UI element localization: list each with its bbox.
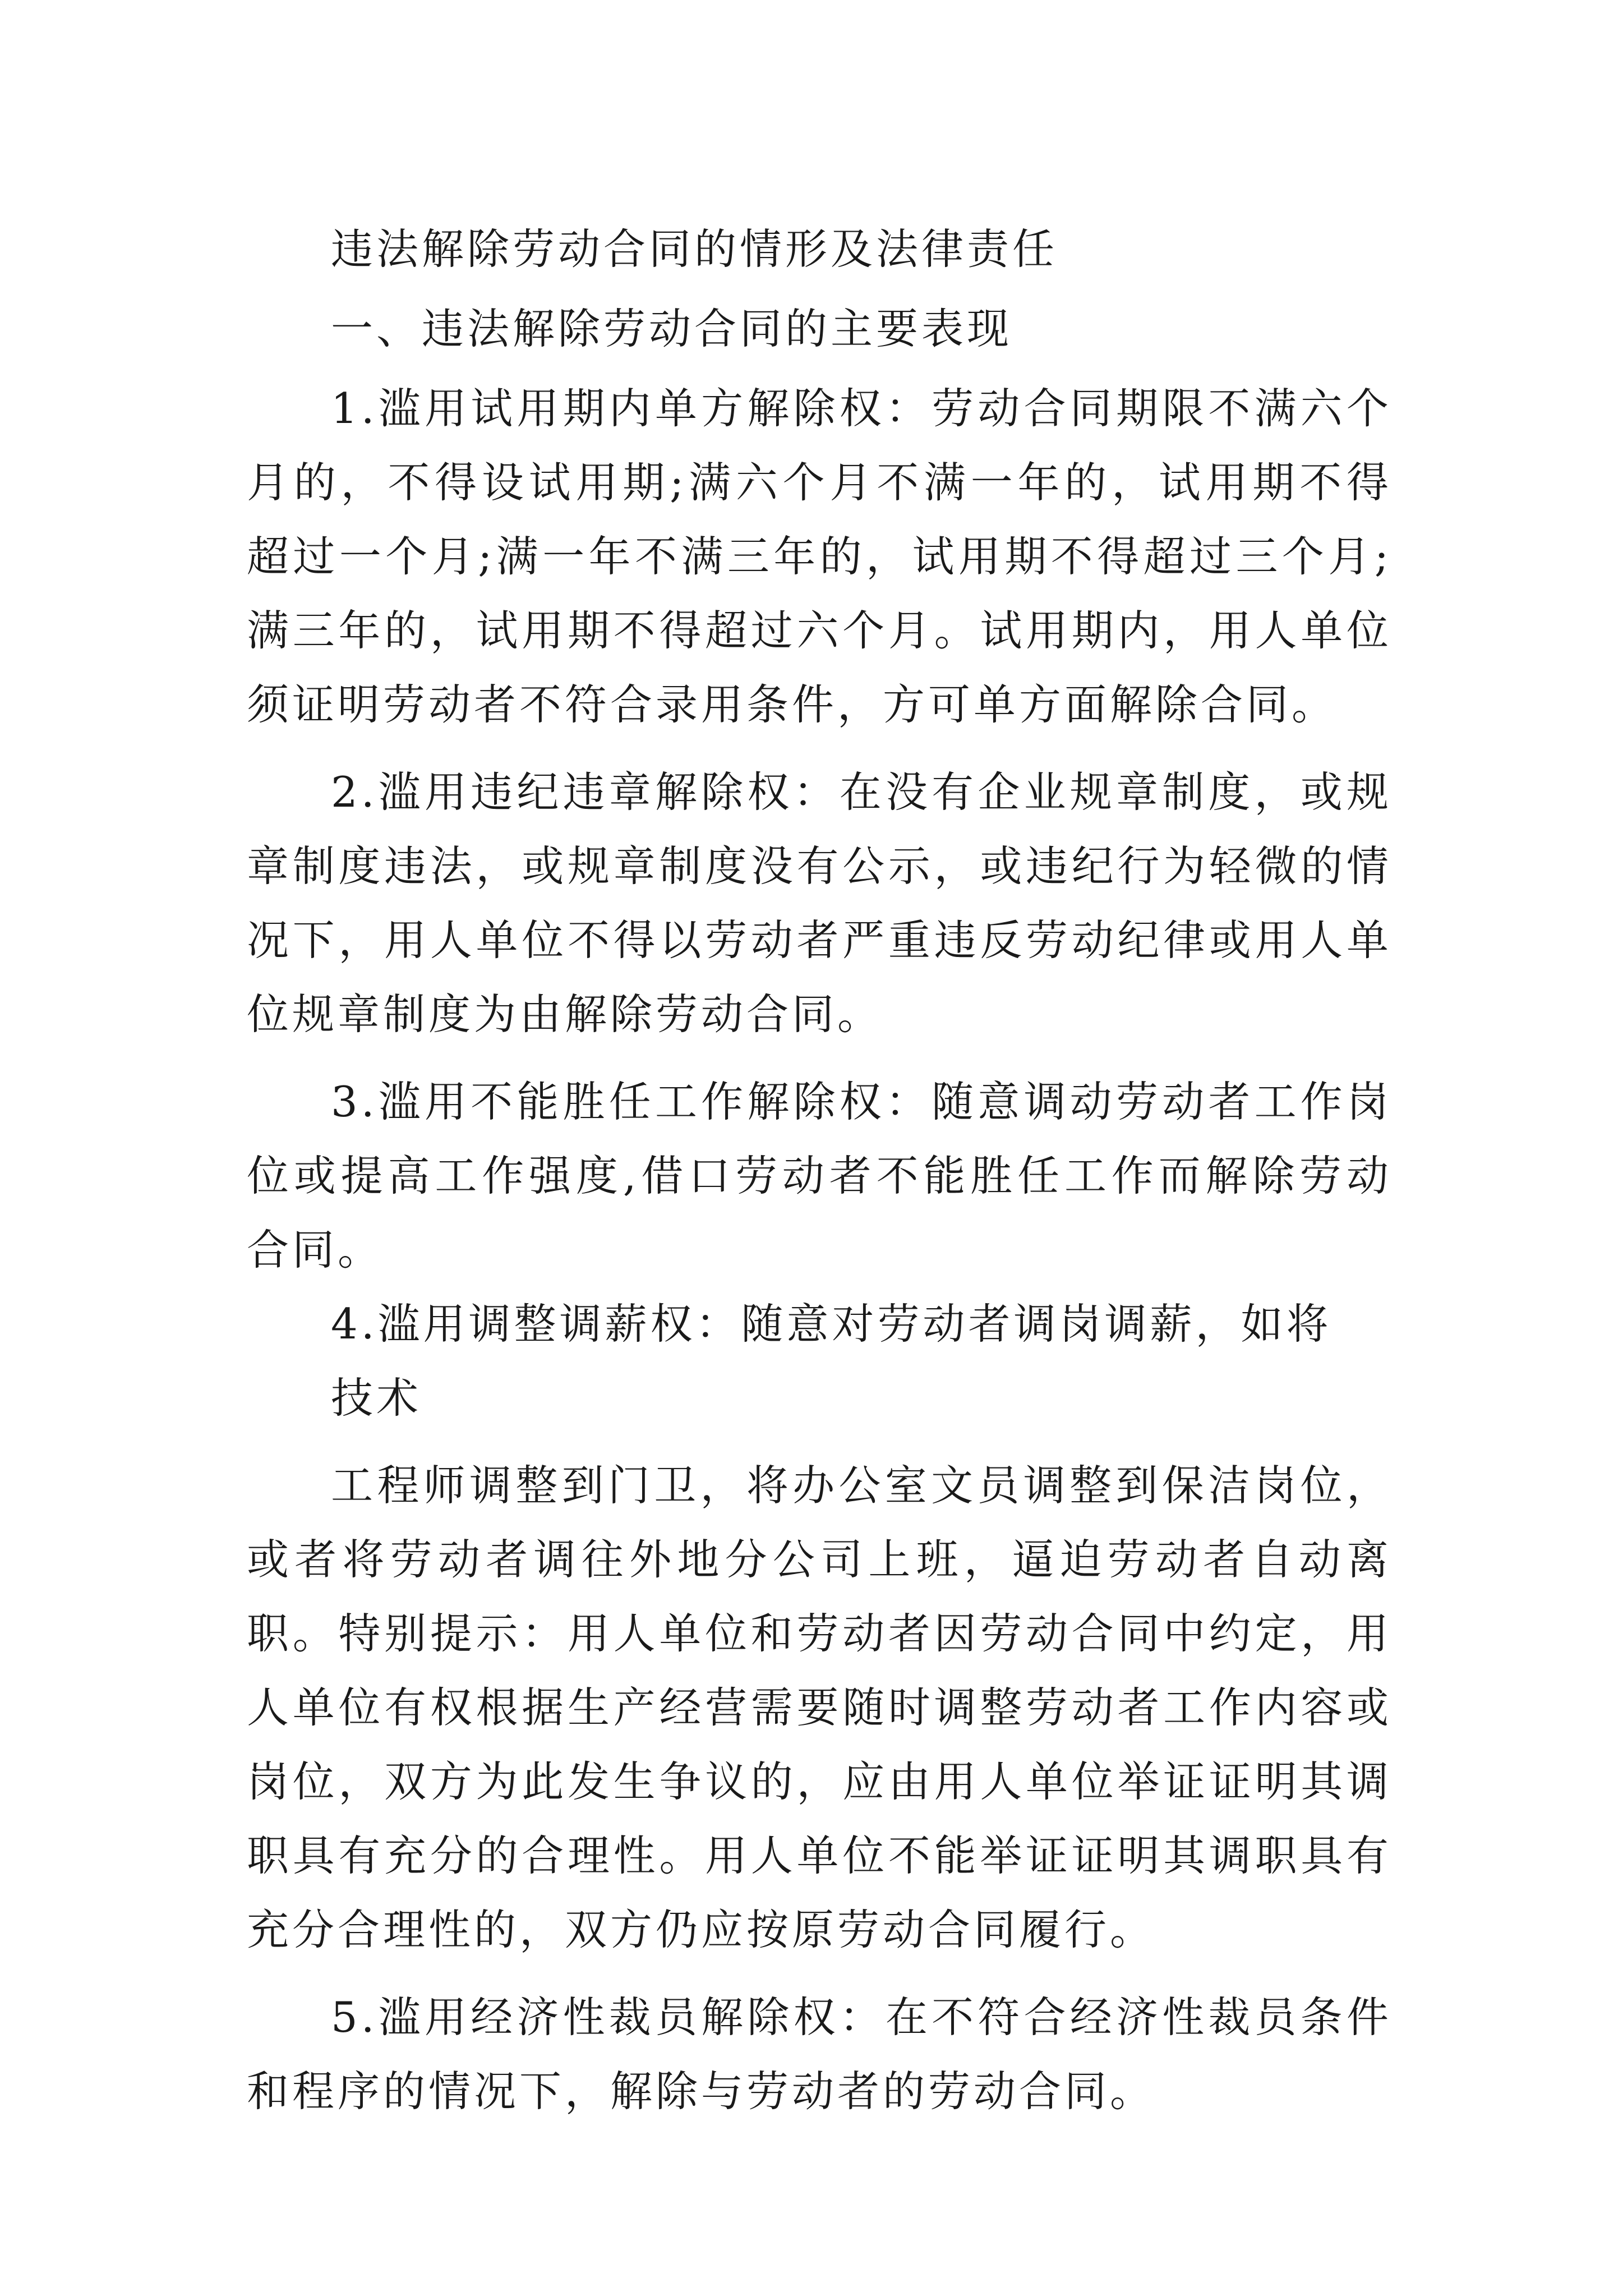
document-body [247,212,1392,2128]
paragraph-item-3: 3.滥用不能胜任工作解除权：随意调动劳动者工作岗位或提高工作强度,借口劳动者不能胜任工作而解除劳动合同。 [247,1077,1392,1274]
paragraph-item-4: 4.滥用调整调薪权：随意对劳动者调岗调薪，如将 [331,1299,1332,1349]
paragraph-item-4-continued: 工程师调整到门卫，将办公室文员调整到保洁岗位，或者将劳动者调往外地分公司上班，逼迫劳动者自动离职。特别提示：用人单位和劳动者因劳动合同中约定，用人单位有权根据生产经营需要随时调整劳动者工作内容或岗位，双方为此发生争议的，应由用人单位举证证明其调职具有充分的合理性。用人单位不能举证证明其调职具有充分合理性的，双方仍应按原劳动合同履行。 [247,1461,1392,1954]
paragraph-item-2: 2.滥用违纪违章解除权：在没有企业规章制度，或规章制度违法，或规章制度没有公示，或违纪行为轻微的情况下，用人单位不得以劳动者严重违反劳动纪律或用人单位规章制度为由解除劳动合同。 [247,767,1392,1039]
paragraph-item-1: 1.滥用试用期内单方解除权：劳动合同期限不满六个月的，不得设试用期;满六个月不满一年的，试用期不得超过一个月;满一年不满三年的，试用期不得超过三个月;满三年的，试用期不得超过六个月。试用期内，用人单位须证明劳动者不符合录用条件，方可单方面解除合同。 [247,384,1392,729]
paragraph-item-4-fragment: 技术 [331,1373,422,1423]
paragraph-item-5: 5.滥用经济性裁员解除权：在不符合经济性裁员条件和程序的情况下，解除与劳动者的劳动合同。 [247,1993,1392,2116]
document-title: 违法解除劳动合同的情形及法律责任 [331,224,1058,274]
section-heading: 一、违法解除劳动合同的主要表现 [331,304,1013,353]
